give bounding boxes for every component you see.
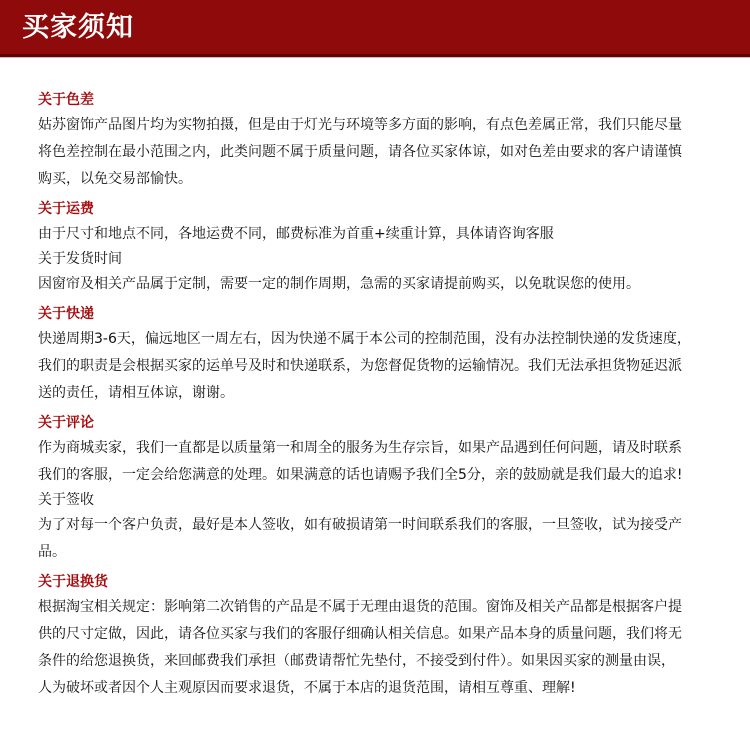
body-line: 送的责任，请相互体谅，谢谢。	[38, 385, 234, 401]
section-body	[38, 326, 712, 407]
section-review	[38, 412, 712, 489]
section-signing	[38, 489, 712, 566]
section-body	[38, 271, 712, 298]
body-line: 人为破坏或者因个人主观原因而要求退货，不属于本店的退货范围，请相互尊重、理解!	[38, 680, 576, 696]
header-divider	[0, 57, 750, 58]
section-returns	[38, 571, 712, 702]
section-shipping-fee	[38, 198, 712, 248]
body-line: 为了对每一个客户负责，最好是本人签收，如有破损请第一时间联系我们的客服，一旦签收，试为接受产	[38, 517, 682, 533]
section-body	[38, 112, 712, 193]
body-line: 品。	[38, 544, 66, 560]
page-title: 买家须知	[22, 12, 134, 43]
body-line: 我们的客服，一定会给您满意的处理。如果满意的话也请赐予我们全5分，亲的鼓励就是我们最大的追求!	[38, 467, 683, 483]
body-line: 因窗帘及相关产品属于定制，需要一定的制作周期，急需的买家请提前购买，以免耽误您的使用。	[38, 276, 640, 292]
body-line: 由于尺寸和地点不同，各地运费不同，邮费标准为首重+续重计算，具体请咨询客服	[38, 226, 554, 242]
section-heading: 关于快递	[38, 306, 94, 322]
section-body	[38, 221, 712, 248]
section-heading: 关于色差	[38, 92, 94, 108]
body-line: 快递周期3-6天，偏远地区一周左右，因为快递不属于本公司的控制范围，没有办法控制快递的发货速度，	[38, 331, 691, 347]
section-heading: 关于退换货	[38, 574, 108, 590]
body-line: 条件的给您退换货，来回邮费我们承担（邮费请帮忙先垫付，不接受到付件）。如果因买家的测量由误，	[38, 653, 675, 669]
section-heading: 关于运费	[38, 201, 94, 217]
section-heading: 关于签收	[38, 492, 94, 508]
body-line: 我们的职责是会根据买家的运单号及时和快递联系，为您督促货物的运输情况。我们无法承担货物延迟派	[38, 358, 682, 374]
header-banner	[0, 0, 750, 57]
section-dispatch-time	[38, 248, 712, 298]
section-body	[38, 435, 712, 489]
section-express	[38, 303, 712, 407]
section-color-difference	[38, 89, 712, 193]
body-line: 作为商城卖家，我们一直都是以质量第一和周全的服务为生存宗旨，如果产品遇到任何问题，请及时联系	[38, 440, 682, 456]
section-heading: 关于评论	[38, 415, 94, 431]
body-line: 将色差控制在最小范围之内，此类问题不属于质量问题，请各位买家体谅，如对色差由要求的客户请谨慎	[38, 144, 682, 160]
section-body	[38, 594, 712, 702]
section-heading: 关于发货时间	[38, 251, 122, 267]
body-line: 根据淘宝相关规定：影响第二次销售的产品是不属于无理由退货的范围。窗饰及相关产品都是根据客户提	[38, 599, 682, 615]
body-line: 供的尺寸定做，因此，请各位买家与我们的客服仔细确认相关信息。如果产品本身的质量问题，我们将无	[38, 626, 682, 642]
body-line: 姑苏窗饰产品图片均为实物拍摄，但是由于灯光与环境等多方面的影响，有点色差属正常，我们只能尽量	[38, 117, 682, 133]
notice-content	[38, 89, 712, 702]
body-line: 购买，以免交易部愉快。	[38, 171, 192, 187]
section-body	[38, 512, 712, 566]
